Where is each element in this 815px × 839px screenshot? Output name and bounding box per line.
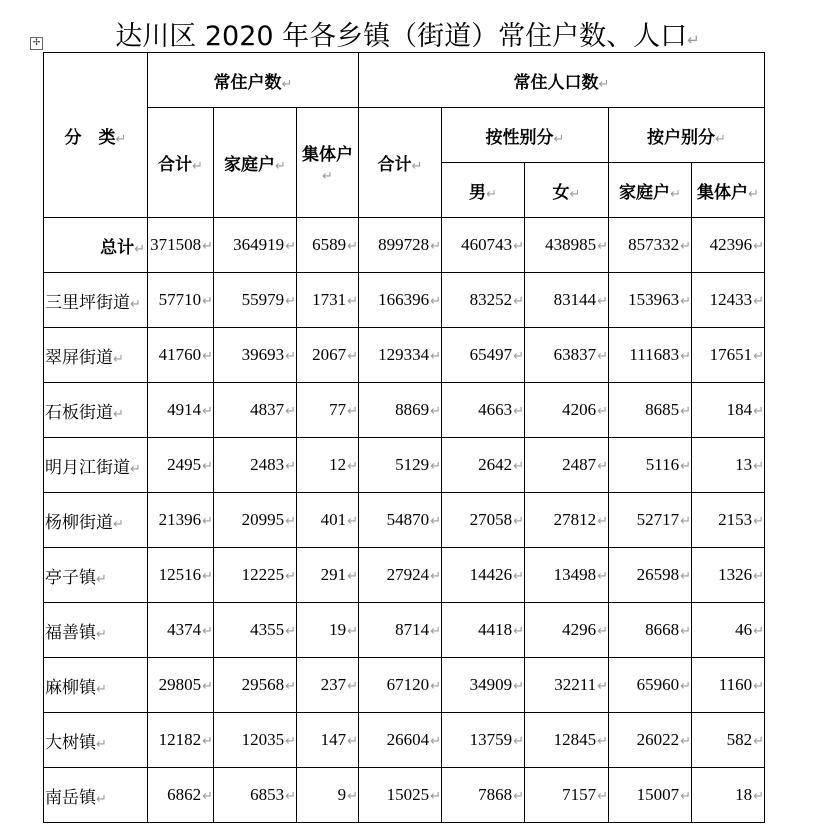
cell-pop-family: 8668↵ (609, 603, 692, 658)
cell-female: 13498↵ (525, 548, 609, 603)
cell-hh-collective: 147↵ (297, 713, 359, 768)
table-row (44, 713, 765, 768)
cell-hh-family: 12035↵ (214, 713, 297, 768)
cell-pop-family: 65960↵ (609, 658, 692, 713)
cell-male: 4663↵ (442, 383, 525, 438)
table-row (44, 328, 765, 383)
cell-hh-collective: 77↵ (297, 383, 359, 438)
cell-hh-collective: 12↵ (297, 438, 359, 493)
cell-pop-total: 67120↵ (359, 658, 442, 713)
cell-pop-collective: 12433↵ (692, 273, 765, 328)
table-row (44, 218, 765, 273)
table-row (44, 438, 765, 493)
cell-hh-collective: 2067↵ (297, 328, 359, 383)
cell-hh-family: 39693↵ (214, 328, 297, 383)
cell-pop-family: 26022↵ (609, 713, 692, 768)
cell-pop-total: 27924↵ (359, 548, 442, 603)
cell-hh-collective: 291↵ (297, 548, 359, 603)
cell-male: 27058↵ (442, 493, 525, 548)
cell-hh-collective: 9↵ (297, 768, 359, 823)
cell-hh-collective: 401↵ (297, 493, 359, 548)
header-hh-family: 家庭户↵ (214, 108, 297, 218)
cell-pop-total: 129334↵ (359, 328, 442, 383)
cell-hh-family: 4355↵ (214, 603, 297, 658)
cell-male: 460743↵ (442, 218, 525, 273)
cell-hh-total: 4914↵ (148, 383, 214, 438)
header-category: 分 类↵ (44, 53, 148, 218)
cell-pop-total: 8714↵ (359, 603, 442, 658)
cell-pop-total: 166396↵ (359, 273, 442, 328)
cell-hh-total: 57710↵ (148, 273, 214, 328)
cell-female: 27812↵ (525, 493, 609, 548)
table-row (44, 273, 765, 328)
cell-male: 65497↵ (442, 328, 525, 383)
cell-pop-total: 15025↵ (359, 768, 442, 823)
cell-hh-family: 6853↵ (214, 768, 297, 823)
row-label: 福善镇↵ (44, 603, 148, 658)
cell-female: 83144↵ (525, 273, 609, 328)
cell-pop-family: 857332↵ (609, 218, 692, 273)
cell-pop-family: 153963↵ (609, 273, 692, 328)
cell-pop-collective: 17651↵ (692, 328, 765, 383)
cell-pop-family: 26598↵ (609, 548, 692, 603)
cell-hh-family: 364919↵ (214, 218, 297, 273)
cell-pop-collective: 18↵ (692, 768, 765, 823)
header-by-sex: 按性别分↵ (442, 108, 609, 163)
cell-pop-family: 15007↵ (609, 768, 692, 823)
population-table (43, 52, 765, 823)
table-row (44, 493, 765, 548)
header-pop-total: 合计↵ (359, 108, 442, 218)
header-households: 常住户数↵ (148, 53, 359, 108)
cell-hh-collective: 237↵ (297, 658, 359, 713)
cell-pop-total: 26604↵ (359, 713, 442, 768)
cell-hh-family: 29568↵ (214, 658, 297, 713)
cell-hh-family: 12225↵ (214, 548, 297, 603)
cell-hh-total: 41760↵ (148, 328, 214, 383)
row-label: 石板街道↵ (44, 383, 148, 438)
table-row (44, 603, 765, 658)
cell-hh-total: 21396↵ (148, 493, 214, 548)
cell-hh-total: 12182↵ (148, 713, 214, 768)
header-male: 男↵ (442, 163, 525, 218)
row-label: 明月江街道↵ (44, 438, 148, 493)
cell-female: 32211↵ (525, 658, 609, 713)
table-move-handle-icon[interactable]: ✢ (30, 37, 43, 50)
header-hh-total: 合计↵ (148, 108, 214, 218)
page-title (0, 14, 815, 53)
cell-hh-total: 371508↵ (148, 218, 214, 273)
cell-pop-collective: 46↵ (692, 603, 765, 658)
table-row (44, 548, 765, 603)
cell-male: 34909↵ (442, 658, 525, 713)
cell-male: 14426↵ (442, 548, 525, 603)
cell-hh-family: 2483↵ (214, 438, 297, 493)
table-row (44, 383, 765, 438)
cell-pop-family: 111683↵ (609, 328, 692, 383)
cell-hh-total: 12516↵ (148, 548, 214, 603)
cell-pop-family: 52717↵ (609, 493, 692, 548)
row-label: 三里坪街道↵ (44, 273, 148, 328)
cell-male: 2642↵ (442, 438, 525, 493)
cell-pop-total: 8869↵ (359, 383, 442, 438)
cell-hh-family: 55979↵ (214, 273, 297, 328)
cell-pop-collective: 1160↵ (692, 658, 765, 713)
paragraph-mark-icon: ↵ (687, 31, 700, 49)
cell-hh-total: 2495↵ (148, 438, 214, 493)
cell-hh-total: 4374↵ (148, 603, 214, 658)
cell-pop-collective: 42396↵ (692, 218, 765, 273)
row-label: 麻柳镇↵ (44, 658, 148, 713)
cell-hh-family: 20995↵ (214, 493, 297, 548)
table-row (44, 658, 765, 713)
cell-female: 63837↵ (525, 328, 609, 383)
cell-pop-family: 5116↵ (609, 438, 692, 493)
cell-pop-total: 54870↵ (359, 493, 442, 548)
cell-hh-collective: 6589↵ (297, 218, 359, 273)
row-label: 大树镇↵ (44, 713, 148, 768)
cell-pop-family: 8685↵ (609, 383, 692, 438)
cell-female: 12845↵ (525, 713, 609, 768)
cell-pop-collective: 1326↵ (692, 548, 765, 603)
cell-female: 4206↵ (525, 383, 609, 438)
cell-male: 4418↵ (442, 603, 525, 658)
cell-female: 7157↵ (525, 768, 609, 823)
cell-hh-total: 6862↵ (148, 768, 214, 823)
cell-pop-collective: 184↵ (692, 383, 765, 438)
header-by-household: 按户别分↵ (609, 108, 765, 163)
cell-hh-total: 29805↵ (148, 658, 214, 713)
cell-male: 7868↵ (442, 768, 525, 823)
row-label: 翠屏街道↵ (44, 328, 148, 383)
header-pop-family: 家庭户↵ (609, 163, 692, 218)
row-label: 杨柳街道↵ (44, 493, 148, 548)
cell-male: 13759↵ (442, 713, 525, 768)
header-hh-collective: 集体户↵ (297, 108, 359, 218)
row-label: 南岳镇↵ (44, 768, 148, 823)
cell-pop-total: 899728↵ (359, 218, 442, 273)
cell-female: 438985↵ (525, 218, 609, 273)
header-pop-collective: 集体户↵ (692, 163, 765, 218)
cell-female: 4296↵ (525, 603, 609, 658)
cell-female: 2487↵ (525, 438, 609, 493)
cell-male: 83252↵ (442, 273, 525, 328)
header-population: 常住人口数↵ (359, 53, 765, 108)
row-label: 总计↵ (44, 218, 148, 273)
cell-pop-collective: 2153↵ (692, 493, 765, 548)
cell-hh-collective: 19↵ (297, 603, 359, 658)
row-label: 亭子镇↵ (44, 548, 148, 603)
cell-hh-family: 4837↵ (214, 383, 297, 438)
cell-pop-collective: 13↵ (692, 438, 765, 493)
title-text: 达川区 2020 年各乡镇（街道）常住户数、人口 (115, 21, 688, 52)
cell-pop-total: 5129↵ (359, 438, 442, 493)
table-row (44, 768, 765, 823)
cell-pop-collective: 582↵ (692, 713, 765, 768)
header-female: 女↵ (525, 163, 609, 218)
cell-hh-collective: 1731↵ (297, 273, 359, 328)
